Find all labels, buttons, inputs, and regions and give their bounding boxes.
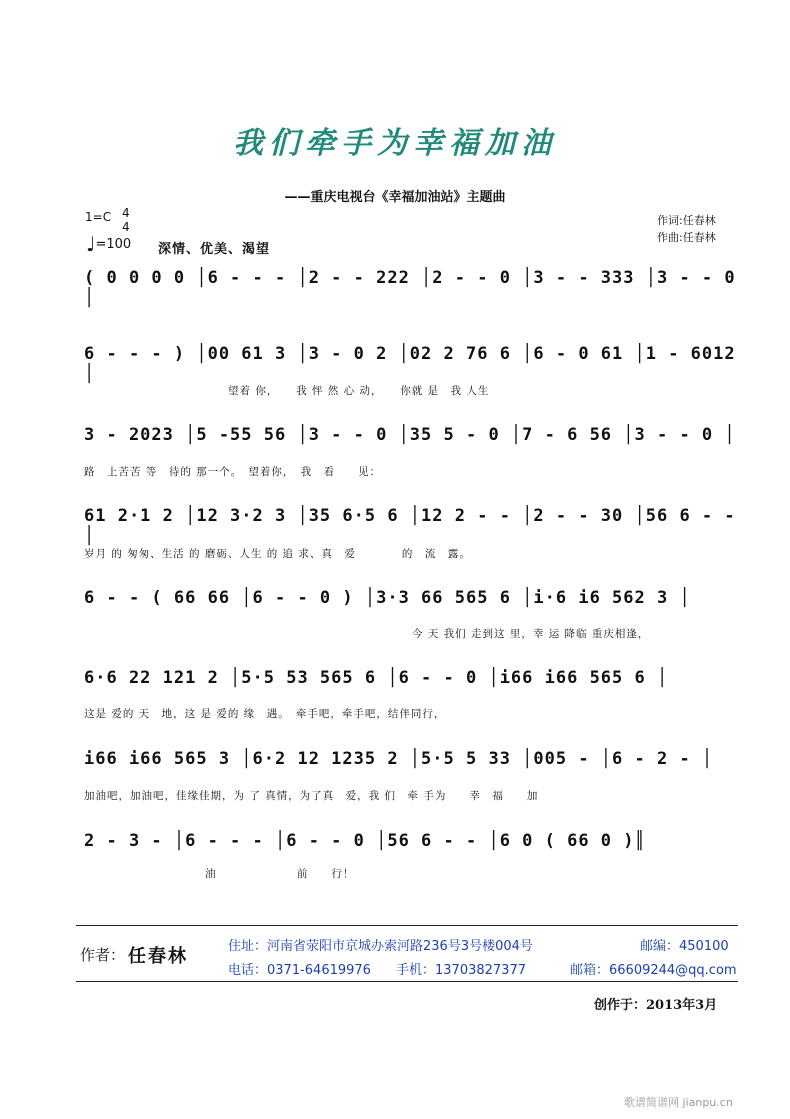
score-notes: 6·6 22 121 2 │5·5 53 565 6 │6 - - 0 │i66 i66 565 6 │ [84, 668, 669, 688]
score-notes: 61 2·1 2 │12 3·2 3 │35 6·5 6 │12 2 - - │2 - - 30 │56 6 - - │ [84, 506, 736, 546]
score-line-1 [84, 268, 736, 308]
score-line-8 [84, 831, 736, 857]
footer-top-divider [76, 925, 738, 926]
creation-date: 创作于：2013年3月 [594, 998, 718, 1013]
lyric-line-6: 这是 爱的 天 地，这 是 爱的 缘 遇。 牵手吧，牵手吧，结伴同行， [84, 708, 446, 720]
score-line-4 [84, 506, 736, 546]
score-line-7 [84, 749, 736, 775]
score-notes: ( 0 0 0 0 │6 - - - │2 - - 222 │2 - - 0 │3 - - 333 │3 - - 0 │ [84, 268, 736, 308]
composer-credit: 作曲:任春林 [657, 231, 716, 244]
score-line-2 [84, 344, 736, 384]
author-email: 邮箱：66609244@qq.com [570, 963, 737, 978]
time-signature-bottom: 4 [122, 220, 130, 234]
song-title: 我们牵手为幸福加油 [233, 126, 557, 161]
time-signature-top: 4 [122, 206, 130, 220]
lyric-line-3: 路 上苦苦 等 待的 那一个。 望着你， 我 看 见： [84, 466, 382, 478]
author-name: 任春林 [128, 946, 188, 967]
author-mobile: 手机：13703827377 [396, 963, 526, 978]
score-notes: 6 - - - ) │00 61 3 │3 - 0 2 │02 2 76 6 │6 - 0 61 │1 - 6012 │ [84, 344, 736, 384]
score-line-5 [84, 588, 736, 614]
lyricist-credit: 作词:任春林 [657, 214, 716, 227]
song-subtitle: ——重庆电视台《幸福加油站》主题曲 [284, 190, 506, 205]
score-notes: 6 - - ( 66 66 │6 - - 0 ) │3·3 66 565 6 │i·6 i6 562 3 │ [84, 588, 691, 608]
author-address: 住址：河南省荥阳市京城办索河路236号3号楼004号 [228, 939, 533, 954]
lyric-line-4: 岁月 的 匆匆、生活 的 磨砺、人生 的 追 求、真 爱 的 流 露。 [84, 548, 471, 560]
lyric-line-7: 加油吧，加油吧，佳缘佳期，为 了 真情，为了真 爱，我 们 牵 手为 幸 福 加 [84, 790, 539, 802]
author-label: 作者： [80, 946, 126, 964]
time-signature [122, 206, 130, 234]
score-notes: 3 - 2023 │5 -55 56 │3 - - 0 │35 5 - 0 │7 - 6 56 │3 - - 0 │ [84, 425, 736, 445]
score-line-3 [84, 425, 736, 451]
score-line-6 [84, 668, 736, 694]
site-watermark: 歌谱简谱网 jianpu.cn [624, 1096, 733, 1109]
lyric-line-5: 今 天 我们 走到这 里，幸 运 降临 重庆相逢， [412, 628, 650, 640]
score-notes: 2 - 3 - │6 - - - │6 - - 0 │56 6 - - │6 0 ( 66 0 )║ [84, 831, 646, 851]
lyric-line-8: 油 前 行！ [205, 868, 355, 880]
expression-marking: 深情、优美、渴望 [158, 242, 271, 257]
key-signature: 1=C [85, 210, 112, 224]
lyric-line-2: 望着 你， 我 怦 然 心 动， 你就 是 我 人生 [228, 385, 490, 397]
author-phone: 电话：0371-64619976 [228, 963, 371, 978]
footer-bottom-divider [76, 981, 738, 982]
author-postcode: 邮编：450100 [640, 939, 729, 954]
quarter-note-icon: ♩ [86, 232, 96, 256]
tempo-marking [86, 232, 131, 256]
score-notes: i66 i66 565 3 │6·2 12 1235 2 │5·5 5 33 │005 - │6 - 2 - │ [84, 749, 714, 769]
tempo-value: =100 [95, 237, 132, 252]
